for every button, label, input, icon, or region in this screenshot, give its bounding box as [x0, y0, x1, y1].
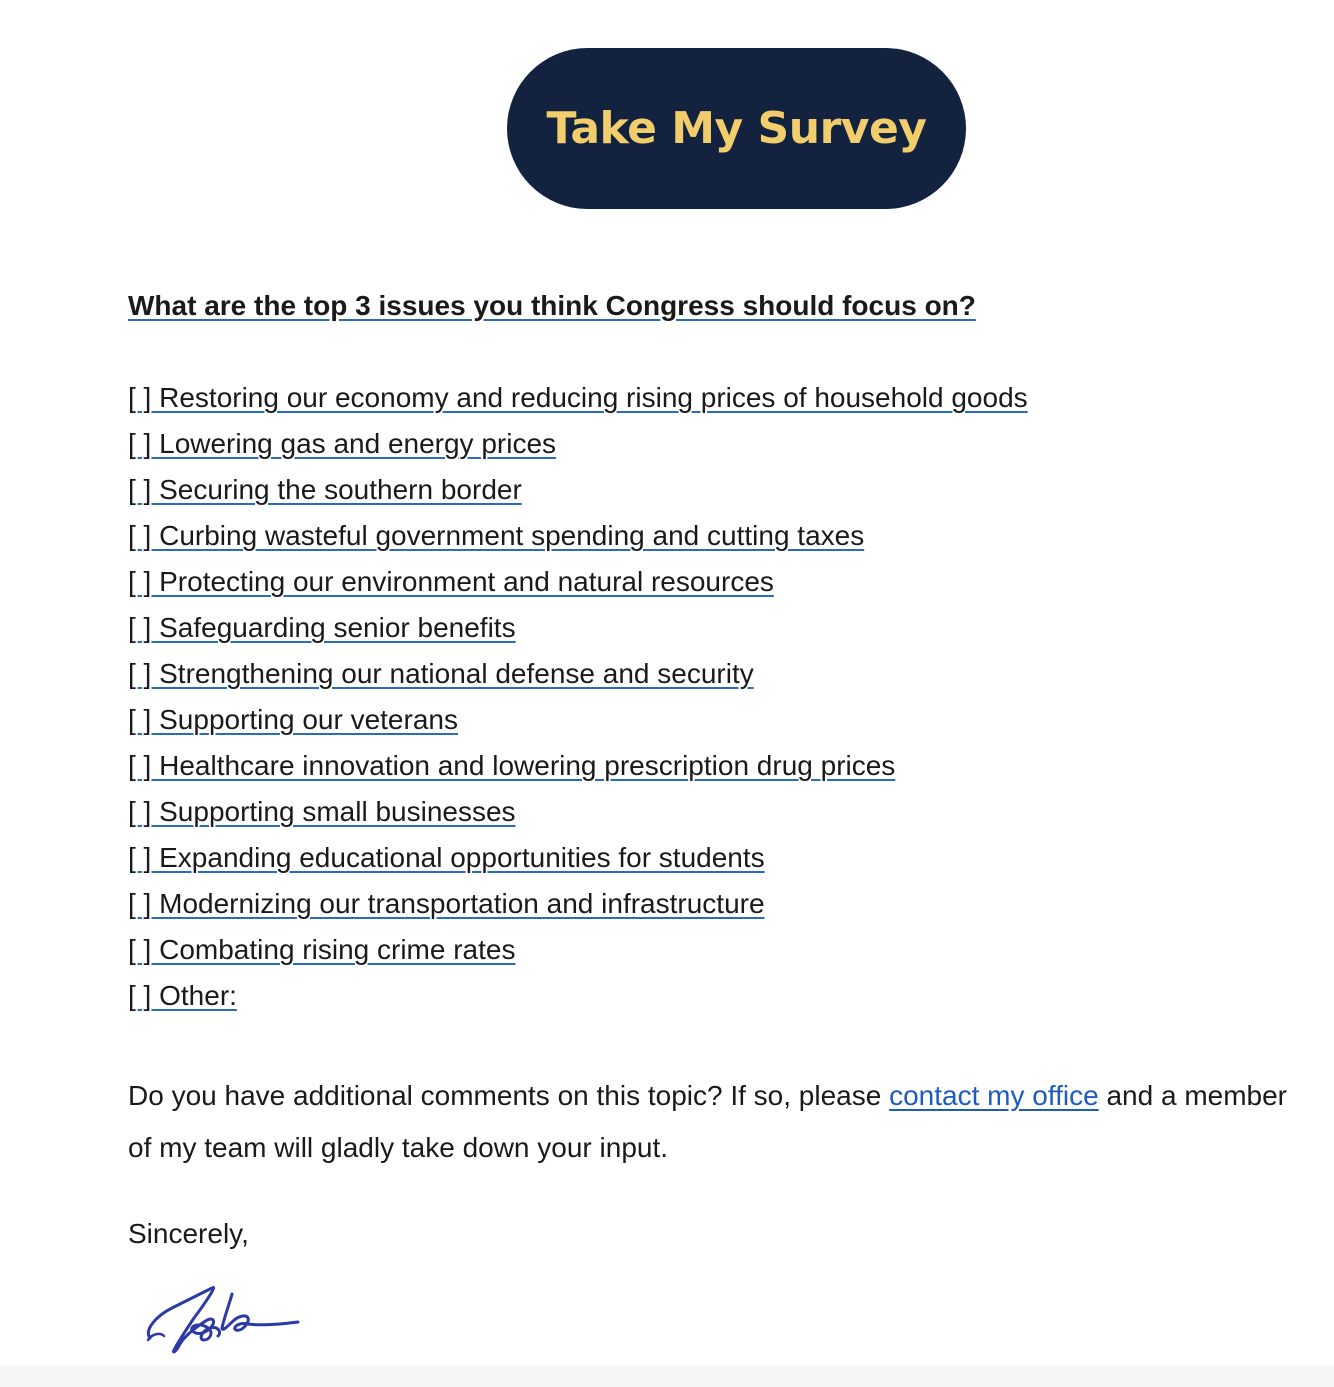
comments-text-after: and a member of my team will gladly take down your input.: [128, 1080, 1288, 1163]
issue-option-link-spending[interactable]: [ ] Curbing wasteful government spending and cutting taxes: [128, 520, 865, 551]
issue-option-link-healthcare[interactable]: [ ] Healthcare innovation and lowering prescription drug prices: [128, 750, 896, 781]
comments-text-before: Do you have additional comments on this topic? If so, please: [128, 1080, 890, 1111]
issue-option: [128, 426, 1028, 472]
issue-option: [128, 380, 1028, 426]
issue-option: [128, 472, 1028, 518]
issue-option: [128, 564, 1028, 610]
issue-option-link-economy[interactable]: [ ] Restoring our economy and reducing rising prices of household goods: [128, 382, 1028, 413]
issue-option-link-seniors[interactable]: [ ] Safeguarding senior benefits: [128, 612, 516, 643]
issue-option: [128, 886, 1028, 932]
issue-option-link-border[interactable]: [ ] Securing the southern border: [128, 474, 522, 505]
take-survey-button[interactable]: Take My Survey: [507, 48, 966, 209]
issue-option: [128, 748, 1028, 794]
issue-option-link-crime[interactable]: [ ] Combating rising crime rates: [128, 934, 516, 965]
survey-button-container: [507, 48, 966, 209]
issue-option: [128, 702, 1028, 748]
closing-salutation: Sincerely,: [128, 1218, 249, 1249]
issue-option-link-transportation[interactable]: [ ] Modernizing our transportation and infrastructure: [128, 888, 765, 919]
survey-question-text[interactable]: What are the top 3 issues you think Congress should focus on?: [128, 290, 976, 321]
issue-option: [128, 656, 1028, 702]
contact-office-link[interactable]: contact my office: [889, 1080, 1099, 1111]
issue-options-list: [128, 380, 1028, 1024]
comments-paragraph: [128, 1070, 1288, 1174]
issue-option: [128, 794, 1028, 840]
issue-option: [128, 978, 1028, 1024]
issue-option-link-other[interactable]: [ ] Other:: [128, 980, 237, 1011]
issue-option-link-environment[interactable]: [ ] Protecting our environment and natural resources: [128, 566, 774, 597]
bottom-bar: [0, 1365, 1334, 1387]
issue-option-link-education[interactable]: [ ] Expanding educational opportunities for students: [128, 842, 765, 873]
issue-option-link-defense[interactable]: [ ] Strengthening our national defense and security: [128, 658, 754, 689]
issue-option-link-veterans[interactable]: [ ] Supporting our veterans: [128, 704, 458, 735]
issue-option: [128, 840, 1028, 886]
issue-option-link-small-business[interactable]: [ ] Supporting small businesses: [128, 796, 516, 827]
issue-option: [128, 610, 1028, 656]
signature-icon: [142, 1272, 312, 1362]
issue-option: [128, 518, 1028, 564]
issue-option: [128, 932, 1028, 978]
issue-option-link-gas[interactable]: [ ] Lowering gas and energy prices: [128, 428, 557, 459]
survey-question[interactable]: [128, 288, 976, 324]
